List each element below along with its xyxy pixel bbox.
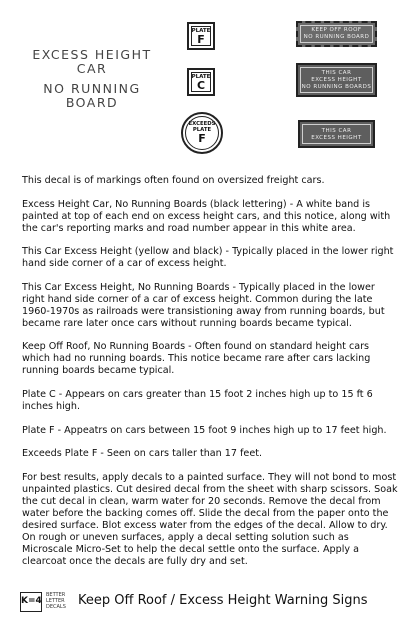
- paragraph-excess-height-car: Excess Height Car, No Running Boards (black lettering) - A white band is painted at top of each end on excess height cars, and this notice, along with the car's reporting marks and road number appear in this white area.: [22, 198, 391, 234]
- keep-off-roof-decal: [296, 21, 377, 47]
- excess-height-line4: BOARD: [65, 95, 119, 110]
- brand-line3: DECALS: [46, 604, 66, 611]
- brand-logo: K=4: [20, 592, 42, 612]
- brand-line2: LETTER: [46, 598, 65, 605]
- keep-off-roof-line1: KEEP OFF ROOF: [311, 27, 362, 33]
- exceeds-label: EXCEEDS: [188, 121, 216, 127]
- paragraph-keep-off-roof: Keep Off Roof, No Running Boards - Often found on standard height cars which had no running boards. This notice became rare after cars lacking running boards became typical.: [22, 341, 371, 377]
- this-car-excess-line2: EXCESS HEIGHT: [311, 135, 362, 141]
- this-car-excess-height-decal: [298, 120, 375, 148]
- this-car-nrb-line3: NO RUNNING BOARDS: [301, 84, 372, 90]
- this-car-no-running-boards-decal: [296, 63, 377, 97]
- excess-height-line1: EXCESS HEIGHT: [32, 47, 152, 62]
- paragraph-instructions: For best results, apply decals to a painted surface. They will not bond to most unpainted plastics. Cut desired decal from the sheet with sharp scissors. Soak the cut decal in clean, warm water for 20 seconds. Remove the decal from water before the backing comes off. Slide the decal from the paper onto the desired surface. Blot excess water from the edges of the decal. Allow to dry. On rough or uneven surfaces, apply a decal setting solution such as Microscale Micro-Set to help the decal settle onto the surface. Apply a clearcoat once the decals are fully dry and set.: [22, 471, 398, 567]
- excess-height-car-decal: [28, 48, 156, 110]
- brand-name: [46, 592, 66, 611]
- paragraph-this-car-excess-height: This Car Excess Height (yellow and black) - Typically placed in the lower right hand side corner of a car of excess height.: [22, 246, 394, 270]
- plate-c-letter: C: [196, 79, 206, 92]
- paragraph-plate-f: Plate F - Appeatrs on cars between 15 foot 9 inches high up to 17 feet high.: [22, 424, 387, 436]
- plate-c-decal: [187, 68, 215, 96]
- plate-f-decal: [187, 22, 215, 50]
- plate-f-letter: F: [197, 33, 205, 46]
- exceeds-plate-label: PLATE: [192, 127, 212, 133]
- exceeds-plate-letter: F: [198, 132, 206, 145]
- this-car-excess-line1: THIS CAR: [321, 128, 352, 134]
- exceeds-plate-f-decal: [181, 112, 223, 154]
- description-text: [22, 175, 400, 579]
- paragraph-exceeds-plate-f: Exceeds Plate F - Seen on cars taller than 17 feet.: [22, 448, 263, 460]
- brand-line1: BETTER: [46, 592, 66, 598]
- paragraph-intro: This decal is of markings often found on oversized freight cars.: [22, 175, 325, 186]
- this-car-nrb-line2: EXCESS HEIGHT: [311, 77, 362, 83]
- plate-c-label: PLATE: [191, 74, 211, 80]
- footer: [20, 590, 400, 620]
- sheet-title: Keep Off Roof / Excess Height Warning Signs: [78, 593, 368, 608]
- this-car-nrb-line1: THIS CAR: [321, 70, 352, 76]
- plate-f-label: PLATE: [191, 28, 211, 34]
- paragraph-this-car-no-running-boards: This Car Excess Height, No Running Boards - Typically placed in the lower right hand side corner of a car of excess height. Common during the late 1960-1970s as railroads were transistioning away from running boards, but became rare later once cars without running boards became typical.: [22, 281, 385, 329]
- paragraph-plate-c: Plate C - Appears on cars greater than 15 foot 2 inches high up to 15 ft 6 inches high.: [22, 388, 373, 412]
- excess-height-line2: CAR: [76, 61, 108, 76]
- keep-off-roof-line2: NO RUNNING BOARD: [303, 34, 370, 40]
- excess-height-line3: NO RUNNING: [43, 81, 141, 96]
